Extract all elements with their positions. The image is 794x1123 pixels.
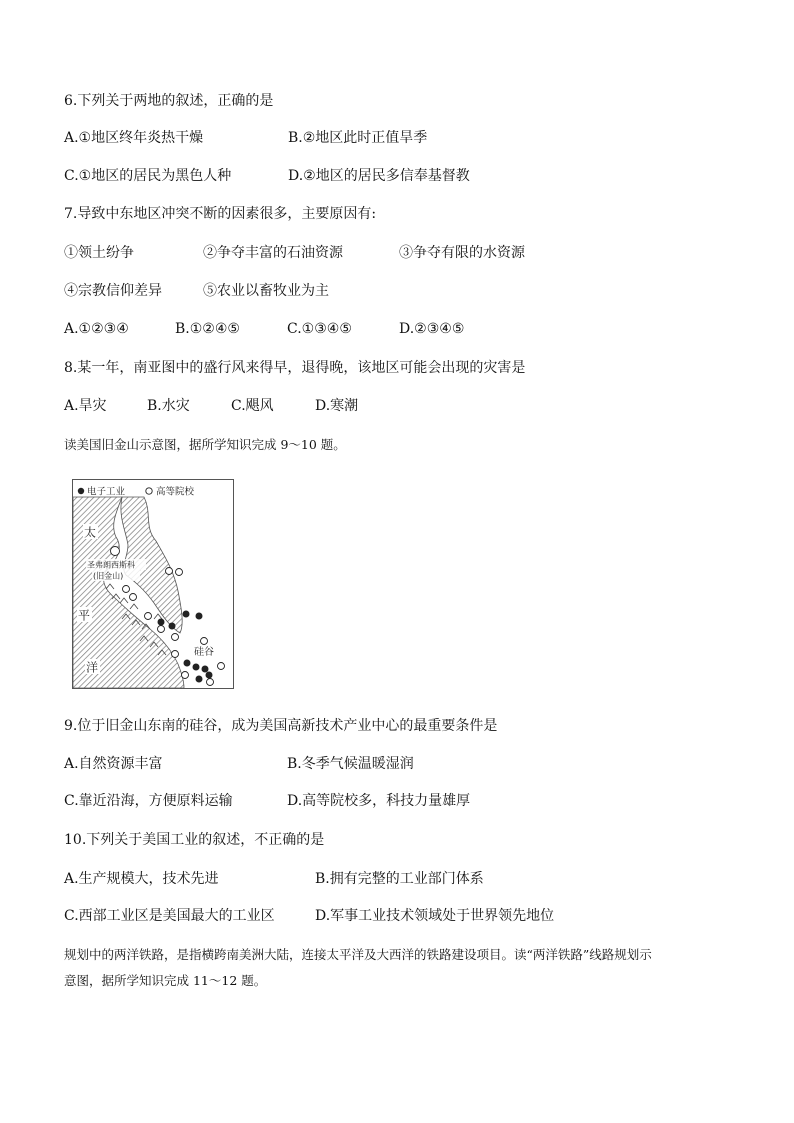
q9-stem: 9.位于旧金山东南的硅谷，成为美国高新技术产业中心的最重要条件是: [64, 718, 498, 734]
city-label-sf: 圣弗朗西斯科: [87, 560, 135, 570]
q8-option-c: C.飓风: [231, 398, 274, 414]
q10-option-d: D.军事工业技术领域处于世界领先地位: [315, 908, 555, 924]
q6-option-c: C.①地区的居民为黑色人种: [64, 168, 232, 184]
q7-option-a: A.①②③④: [64, 321, 129, 337]
q8-option-d: D.寒潮: [315, 398, 359, 414]
q8-option-b: B.水灾: [147, 398, 190, 414]
q10-option-a: A.生产规模大，技术先进: [64, 871, 219, 887]
q6-option-d: D.②地区的居民多信奉基督教: [288, 168, 470, 184]
q7-factor-5: ⑤农业以畜牧业为主: [203, 283, 329, 299]
q10-option-c: C.西部工业区是美国最大的工业区: [64, 908, 275, 924]
silicon-valley-label: 硅谷: [194, 647, 214, 658]
electronics-legend-dot: [78, 488, 84, 494]
ocean-label-tai: 太: [84, 525, 97, 540]
q6-stem: 6.下列关于两地的叙述，正确的是: [64, 93, 274, 109]
q6-option-a: A.①地区终年炎热干燥: [64, 130, 204, 146]
sf-university-marker: [111, 547, 120, 556]
q9-option-b: B.冬季气候温暖湿润: [287, 756, 414, 772]
legend-electronics-label: 电子工业: [87, 486, 126, 498]
q8-option-a: A.旱灾: [64, 398, 107, 414]
ocean-label-ping: 平: [78, 608, 91, 623]
q10-option-b: B.拥有完整的工业部门体系: [315, 871, 484, 887]
section-intro-9-10: 读美国旧金山示意图，据所学知识完成 9～10 题。: [64, 437, 346, 452]
city-label-sf-cn: (旧金山): [93, 571, 124, 581]
q7-factor-1: ①领土纷争: [64, 245, 134, 261]
san-francisco-map: [72, 479, 234, 689]
q7-factor-3: ③争夺有限的水资源: [399, 245, 525, 261]
q10-stem: 10.下列关于美国工业的叙述，不正确的是: [64, 832, 325, 848]
q7-factor-4: ④宗教信仰差异: [64, 283, 162, 299]
q8-stem: 8.某一年，南亚图中的盛行风来得早，退得晚，该地区可能会出现的灾害是: [64, 360, 526, 376]
university-legend-circle: [146, 488, 152, 494]
q7-option-c: C.①③④⑤: [287, 321, 352, 337]
section-intro-11-12-line2: 意图，据所学知识完成 11～12 题。: [64, 973, 267, 988]
q7-stem: 7.导致中东地区冲突不断的因素很多，主要原因有:: [64, 206, 377, 222]
q7-option-d: D.②③④⑤: [399, 321, 465, 337]
legend-university-label: 高等院校: [156, 486, 195, 498]
section-intro-11-12-line1: 规划中的两洋铁路，是指横跨南美洲大陆，连接太平洋及大西洋的铁路建设项目。读“两洋铁路”线路规划示: [64, 947, 652, 962]
q9-option-a: A.自然资源丰富: [64, 756, 163, 772]
q9-option-c: C.靠近沿海，方便原料运输: [64, 793, 233, 809]
q7-option-b: B.①②④⑤: [175, 321, 240, 337]
q7-factor-2: ②争夺丰富的石油资源: [203, 245, 343, 261]
ocean-label-yang: 洋: [86, 660, 99, 675]
q9-option-d: D.高等院校多，科技力量雄厚: [287, 793, 471, 809]
q6-option-b: B.②地区此时正值旱季: [288, 130, 428, 146]
